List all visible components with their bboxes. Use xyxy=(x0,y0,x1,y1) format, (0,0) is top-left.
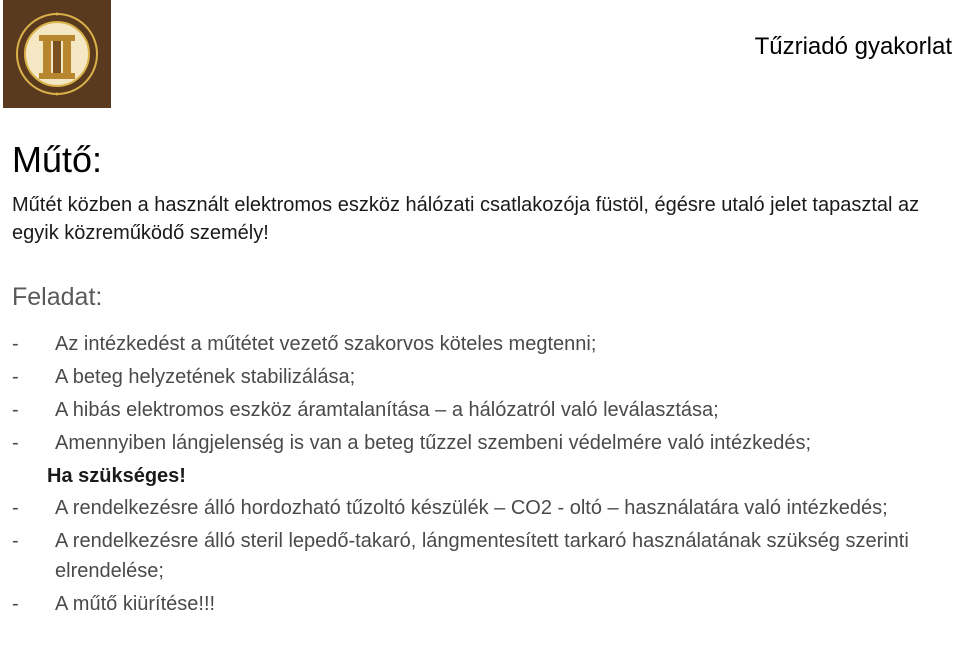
dash-bullet: - xyxy=(12,399,19,421)
list-item xyxy=(12,362,957,392)
list-item-text: A műtő kiürítése!!! xyxy=(55,593,216,615)
task-list xyxy=(12,329,957,622)
list-item-text: A beteg helyzetének stabilizálása; xyxy=(55,366,356,388)
list-item-text: A hibás elektromos eszköz áramtalanítása – a hálózatról való leválasztása; xyxy=(55,399,719,421)
dash-bullet: - xyxy=(12,432,19,454)
list-item xyxy=(12,493,957,523)
list-item xyxy=(12,428,957,458)
section-title-muto: Műtő: xyxy=(12,139,103,180)
conditional-note: Ha szükséges! xyxy=(47,465,186,487)
list-item xyxy=(12,526,957,586)
list-item-text: Amennyiben lángjelenség is van a beteg tűzzel szembeni védelmére való intézkedés; xyxy=(55,432,812,454)
logo-emblem xyxy=(3,0,111,108)
list-item xyxy=(12,589,957,619)
list-item-text: A rendelkezésre álló hordozható tűzoltó készülék – CO2 - oltó – használatára való intézkedés; xyxy=(55,497,888,519)
list-item xyxy=(12,329,957,359)
scenario-description: Műtét közben a használt elektromos eszköz hálózati csatlakozója füstöl, égésre utaló jelet tapasztal az egyik közreműködő személy! xyxy=(12,194,920,244)
dash-bullet: - xyxy=(12,593,19,615)
list-item xyxy=(12,395,957,425)
list-item-text: Az intézkedést a műtétet vezető szakorvos köteles megtenni; xyxy=(55,333,597,355)
page-header-title: Tűzriadó gyakorlat xyxy=(754,33,952,60)
logo xyxy=(3,0,111,108)
dash-bullet: - xyxy=(12,366,19,388)
section-title-feladat: Feladat: xyxy=(12,283,103,311)
list-item-text: A rendelkezésre álló steril lepedő-takaró, lángmentesített tarkaró használatának szükség szerinti elrendelése; xyxy=(55,530,909,582)
dash-bullet: - xyxy=(12,530,19,552)
dash-bullet: - xyxy=(12,333,19,355)
dash-bullet: - xyxy=(12,497,19,519)
